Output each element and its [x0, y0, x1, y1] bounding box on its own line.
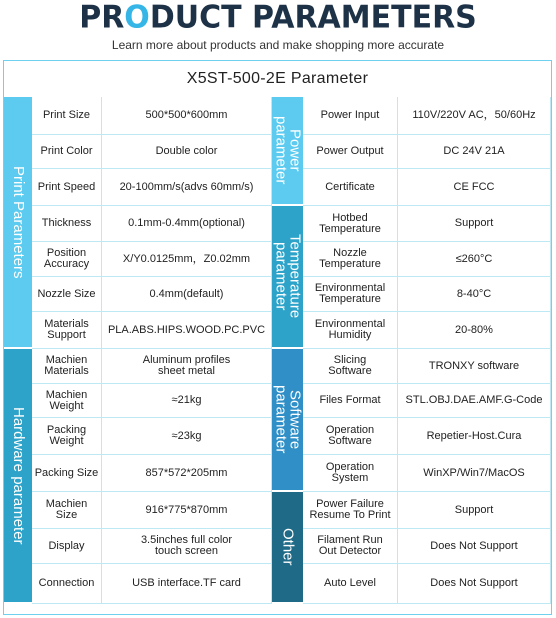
table-header: X5ST-500-2E Parameter [186, 70, 369, 87]
section-other: Other [272, 492, 303, 604]
left-value: ≈23kg [102, 418, 272, 455]
right-value: Does Not Support [398, 564, 551, 604]
right-label: Auto Level [303, 564, 398, 604]
left-value: USB interface.TF card [102, 564, 272, 604]
right-value: DC 24V 21A [398, 135, 551, 169]
right-label: Slicing Software [303, 349, 398, 384]
right-value: Repetier-Host.Cura [398, 418, 551, 455]
right-value: TRONXY software [398, 349, 551, 384]
right-value: 110V/220V AC，50/60Hz [398, 97, 551, 135]
left-value: 916*775*870mm [102, 492, 272, 529]
left-label: Machien Weight [32, 384, 102, 418]
page-subtitle: Learn more about products and make shopping more accurate [111, 38, 445, 52]
left-value: 0.1mm-0.4mm(optional) [102, 206, 272, 242]
right-label: Environmental Humidity [303, 312, 398, 349]
left-label: Materials Support [32, 312, 102, 349]
right-label: Hotbed Temperature [303, 206, 398, 242]
right-label: Filament Run Out Detector [303, 529, 398, 564]
left-value: 857*572*205mm [102, 455, 272, 492]
right-label: Nozzle Temperature [303, 242, 398, 277]
section-hardware-parameter: Hardware parameter [4, 349, 32, 604]
left-label: Packing Size [32, 455, 102, 492]
left-label: Nozzle Size [32, 277, 102, 312]
left-label: Thickness [32, 206, 102, 242]
left-label: Position Accuracy [32, 242, 102, 277]
section-software-parameter: Software parameter [272, 349, 303, 492]
right-value: ≤260°C [398, 242, 551, 277]
left-value: Double color [102, 135, 272, 169]
right-value: CE FCC [398, 169, 551, 206]
left-label: Packing Weight [32, 418, 102, 455]
right-value: Does Not Support [398, 529, 551, 564]
right-label: Power Failure Resume To Print [303, 492, 398, 529]
right-label: Power Output [303, 135, 398, 169]
parameter-grid [4, 97, 551, 614]
left-label: Machien Size [32, 492, 102, 529]
left-label: Machien Materials [32, 349, 102, 384]
left-label: Print Color [32, 135, 102, 169]
left-value: 0.4mm(default) [102, 277, 272, 312]
left-value: 20-100mm/s(advs 60mm/s) [102, 169, 272, 206]
right-label: Certificate [303, 169, 398, 206]
right-label: Power Input [303, 97, 398, 135]
right-value: Support [398, 206, 551, 242]
left-label: Display [32, 529, 102, 564]
left-label: Print Size [32, 97, 102, 135]
left-value: 500*500*600mm [102, 97, 272, 135]
right-label: Operation System [303, 455, 398, 492]
left-value: PLA.ABS.HIPS.WOOD.PC.PVC [102, 312, 272, 349]
right-label: Environmental Temperature [303, 277, 398, 312]
page-title: PRODUCT PARAMETERS [79, 0, 477, 36]
right-label: Files Format [303, 384, 398, 418]
section-power-parameter: Power parameter [272, 97, 303, 206]
left-value: ≈21kg [102, 384, 272, 418]
left-value: X/Y0.0125mm，Z0.02mm [102, 242, 272, 277]
left-value: 3.5inches full color touch screen [102, 529, 272, 564]
section-print-parameters: Print Parameters [4, 97, 32, 349]
right-value: Support [398, 492, 551, 529]
left-label: Print Speed [32, 169, 102, 206]
right-value: WinXP/Win7/MacOS [398, 455, 551, 492]
left-label: Connection [32, 564, 102, 604]
right-label: Operation Software [303, 418, 398, 455]
left-value: Aluminum profiles sheet metal [102, 349, 272, 384]
section-temperature-parameter: Temperature parameter [272, 206, 303, 349]
right-value: STL.OBJ.DAE.AMF.G-Code [398, 384, 551, 418]
right-value: 20-80% [398, 312, 551, 349]
right-value: 8-40°C [398, 277, 551, 312]
